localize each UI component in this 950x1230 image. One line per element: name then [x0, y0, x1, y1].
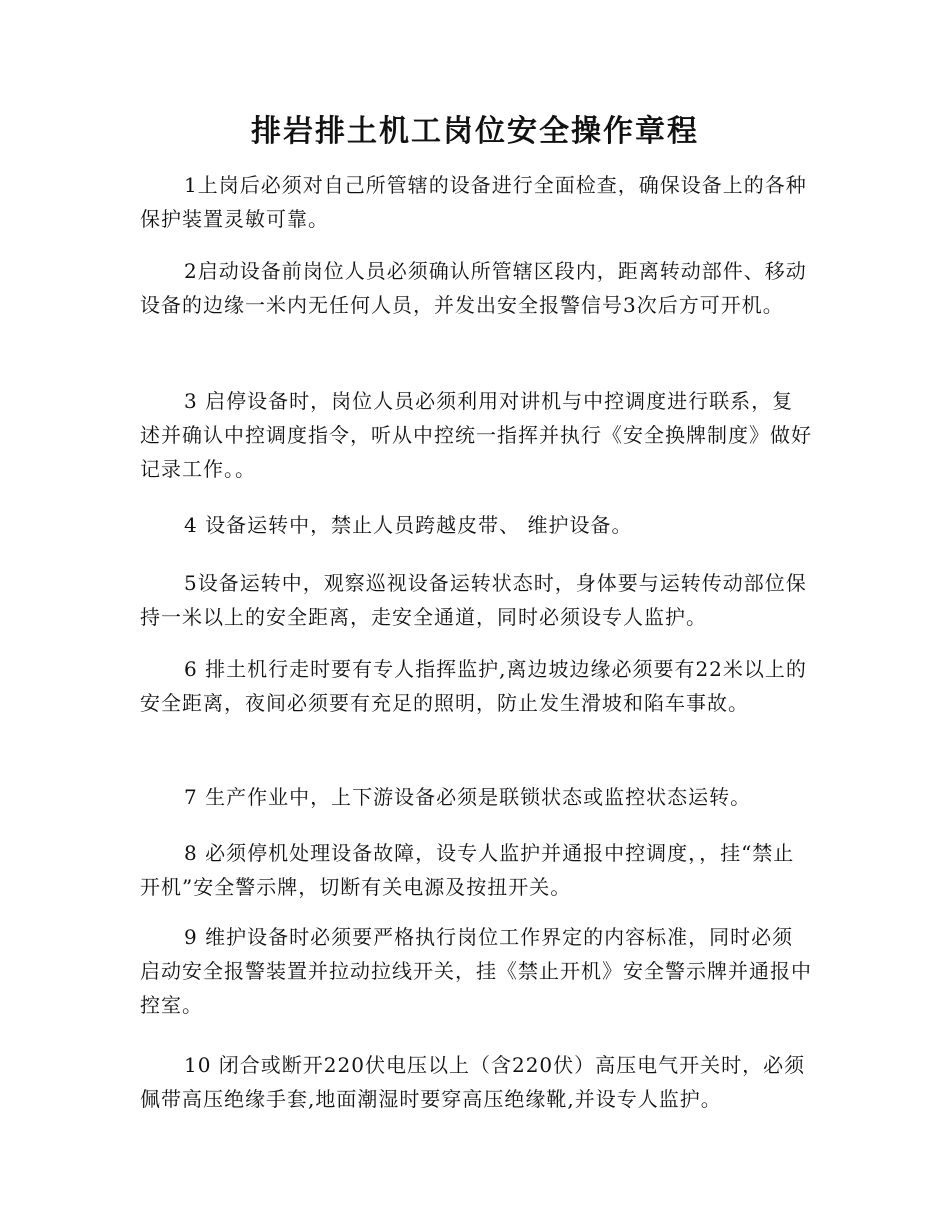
page-title: 排岩排土机工岗位安全操作章程: [251, 114, 699, 149]
paragraph-2: 2启动设备前岗位人员必须确认所管辖区段内，距离转动部件、移动设备的边缘一米内无任何人员，并发出安全报警信号3次后方可开机。: [140, 259, 807, 317]
paragraph-3: 3 启停设备时，岗位人员必须利用对讲机与中控调度进行联系，复述并确认中控调度指令，听从中控统一指挥并执行《安全换牌制度》做好记录工作。。: [140, 389, 812, 481]
paragraph-5: 5设备运转中，观察巡视设备运转状态时，身体要与运转传动部位保持一米以上的安全距离，走安全通道，同时必须设专人监护。: [140, 571, 807, 629]
paragraph-9: 9 维护设备时必须要严格执行岗位工作界定的内容标准，同时必须启动安全报警装置并拉动拉线开关，挂《禁止开机》安全警示牌并通报中控室。: [140, 925, 812, 1017]
paragraph-1: 1上岗后必须对自己所管辖的设备进行全面检查，确保设备上的各种保护装置灵敏可靠。: [140, 173, 807, 231]
paragraph-7: 7 生产作业中，上下游设备必须是联锁状态或监控状态运转。: [184, 785, 752, 809]
paragraph-4: 4 设备运转中，禁止人员跨越皮带、 维护设备。: [184, 513, 633, 537]
paragraph-8: 8 必须停机处理设备故障，设专人监护并通报中控调度，，挂“禁止开机”安全警示牌，切断有关电源及按扭开关。: [140, 841, 795, 899]
paragraph-6: 6 排土机行走时要有专人指挥监护,离边坡边缘必须要有22米以上的安全距离，夜间必须要有充足的照明，防止发生滑坡和陷车事故。: [140, 657, 807, 715]
paragraph-10: 10 闭合或断开220伏电压以上（含220伏）高压电气开关时，必须佩带高压绝缘手套,地面潮湿时要穿高压绝缘靴,并设专人监护。: [140, 1053, 806, 1111]
